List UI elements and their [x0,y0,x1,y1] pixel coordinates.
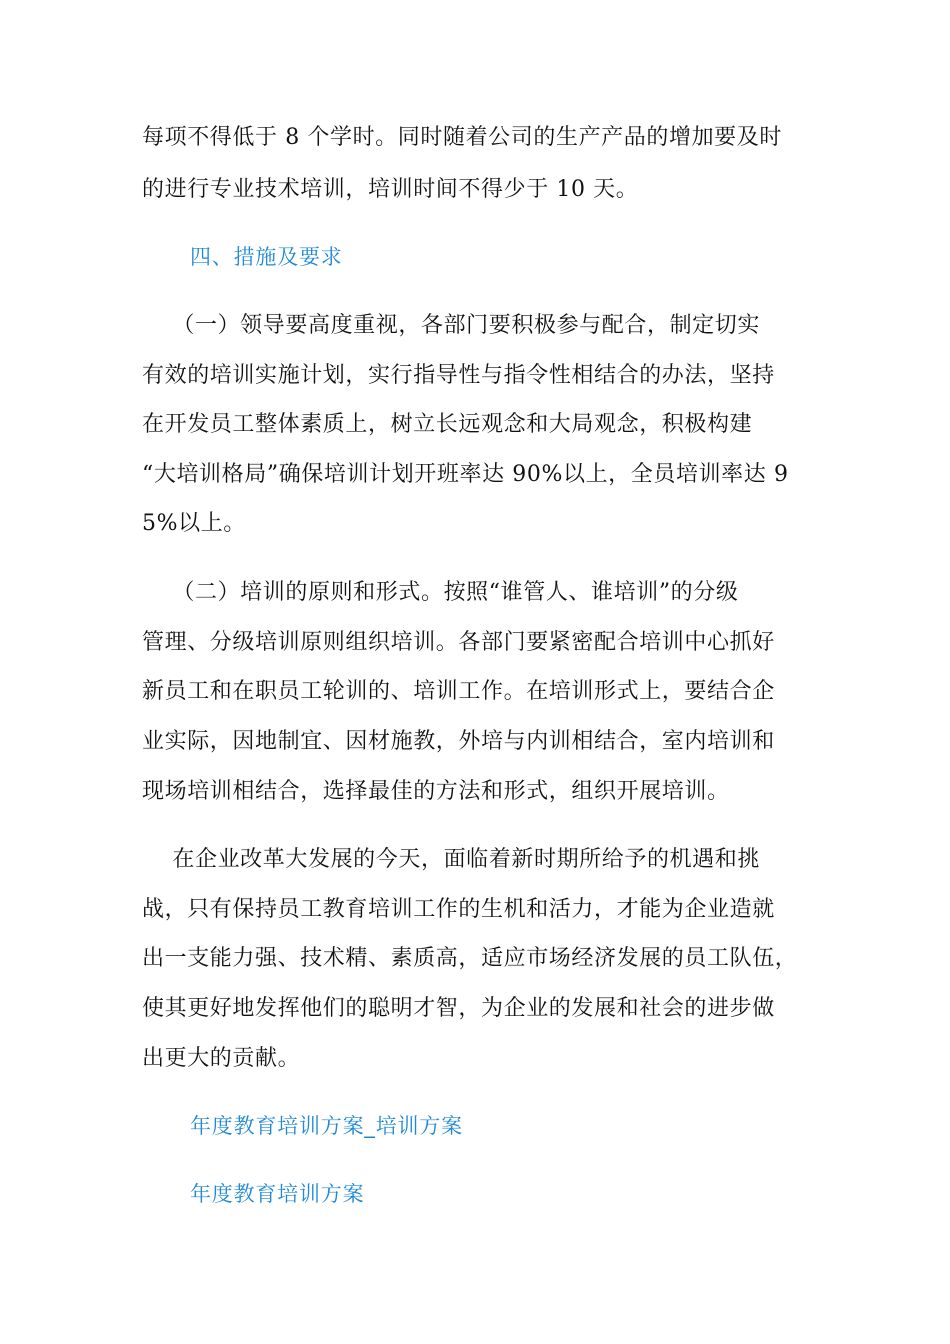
paragraph-line: 使其更好地发挥他们的聪明才智，为企业的发展和社会的进步做 [142,996,775,1021]
related-article-link[interactable]: 年度教育培训方案_培训方案 [190,1114,463,1138]
paragraph-line: 新员工和在职员工轮训的、培训工作。在培训形式上，要结合企 [142,679,775,704]
paragraph-line: 每项不得低于 8 个学时。同时随着公司的生产产品的增加要及时 [142,125,782,150]
related-article-link[interactable]: 年度教育培训方案 [190,1182,365,1206]
paragraph-line: 的进行专业技术培训，培训时间不得少于 10 天。 [142,177,639,202]
paragraph-line: （二）培训的原则和形式。按照“谁管人、谁培训”的分级 [142,580,739,605]
section-heading: 四、措施及要求 [190,245,343,269]
paragraph-line: 出一支能力强、技术精、素质高，适应市场经济发展的员工队伍， [142,946,798,971]
paragraph-line: “大培训格局”确保培训计划开班率达 90%以上，全员培训率达 9 [142,462,789,487]
paragraph-line: 战，只有保持员工教育培训工作的生机和活力，才能为企业造就 [142,897,775,922]
paragraph-line: 管理、分级培训原则组织培训。各部门要紧密配合培训中心抓好 [142,630,775,655]
paragraph-line: 业实际，因地制宜、因材施教，外培与内训相结合，室内培训和 [142,729,775,754]
paragraph-line: 出更大的贡献。 [142,1046,301,1071]
paragraph-line: 5%以上。 [142,511,246,536]
paragraph-line: 现场培训相结合，选择最佳的方法和形式，组织开展培训。 [142,779,730,804]
paragraph-line: 在企业改革大发展的今天，面临着新时期所给予的机遇和挑 [142,847,760,872]
paragraph-line: 有效的培训实施计划，实行指导性与指令性相结合的办法，坚持 [142,363,775,388]
paragraph-line: 在开发员工整体素质上，树立长远观念和大局观念，积极构建 [142,412,753,437]
paragraph-line: （一）领导要高度重视，各部门要积极参与配合，制定切实 [142,313,760,338]
